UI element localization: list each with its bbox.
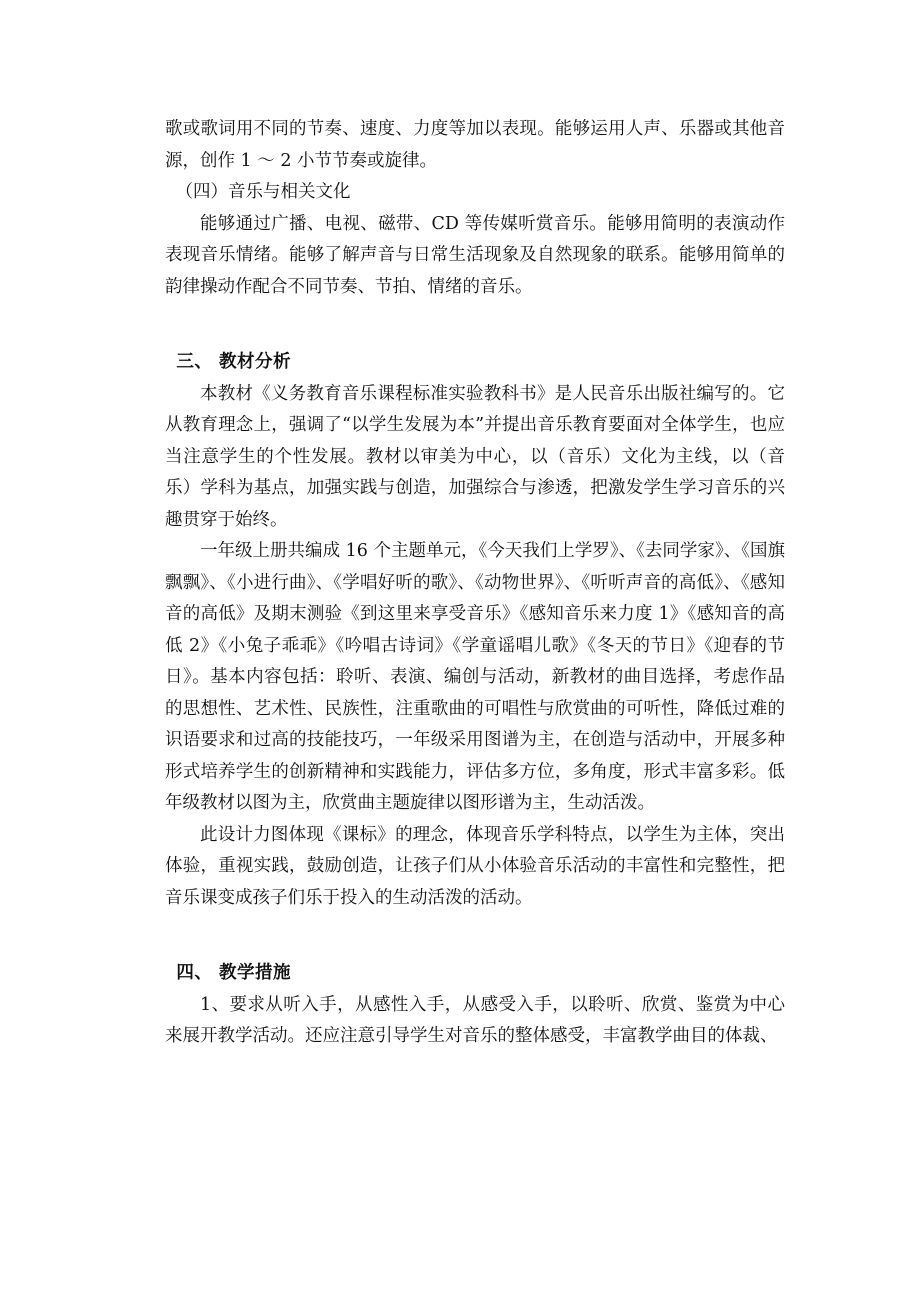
paragraph-continuation: 歌或歌词用不同的节奏、速度、力度等加以表现。能够运用人声、乐器或其他音源，创作 1 ～ 2 小节节奏或旋律。 bbox=[165, 119, 785, 171]
paragraph: 一年级上册共编成 16 个主题单元，《今天我们上学罗》、《去同学家》、《国旗飘飘》、《小进行曲》、《学唱好听的歌》、《动物世界》、《听听声音的高低》、《感知音的高低》及期末测验《到这里来享受音乐》《感知音乐来力度 1》《感知音的高低 2》《小兔子乖乖》《吟唱古诗词》《学童谣唱儿歌》《冬天的节日》《迎春的节日》。基本内容包括：聆听、表演、编创与活动，新教材的曲目选择，考虑作品的思想性、艺术性、民族性，注重歌曲的可唱性与欣赏曲的可听性，降低过难的识语要求和过高的技能技巧，一年级采用图谱为主，在创造与活动中，开展多种形式培养学生的创新精神和实践能力，评估多方位，多角度，形式丰富多彩。低年级教材以图为主，欣赏曲主题旋律以图形谱为主，生动活泼。 bbox=[165, 541, 785, 813]
paragraph: 能够通过广播、电视、磁带、CD 等传媒听赏音乐。能够用简明的表演动作表现音乐情绪。能够了解声音与日常生活现象及自然现象的联系。能够用简单的韵律操动作配合不同节奏、节拍、情绪的音乐。 bbox=[165, 213, 785, 297]
document-body bbox=[165, 114, 785, 1053]
section-heading: 三、 教材分析 bbox=[176, 352, 291, 372]
paragraph: 此设计力图体现《课标》的理念，体现音乐学科特点，以学生为主体，突出体验，重视实践，鼓励创造，让孩子们从小体验音乐活动的丰富性和完整性，把音乐课变成孩子们乐于投入的生动活泼的活动。 bbox=[165, 824, 785, 908]
paragraph: 本教材《义务教育音乐课程标准实验教科书》是人民音乐出版社编写的。它从教育理念上，强调了“以学生发展为本”并提出音乐教育要面对全体学生，也应当注意学生的个性发展。教材以审美为中心，以（音乐）文化为主线，以（音乐）学科为基点，加强实践与创造，加强综合与渗透，把激发学生学习音乐的兴趣贯穿于始终。 bbox=[165, 383, 785, 530]
paragraph: 1、要求从听入手，从感性入手，从感受入手，以聆听、欣赏、鉴赏为中心来展开教学活动。还应注意引导学生对音乐的整体感受，丰富教学曲目的体裁、 bbox=[165, 994, 785, 1046]
spacer bbox=[165, 303, 785, 347]
subsection-title: （四）音乐与相关文化 bbox=[175, 182, 351, 202]
section-heading: 四、 教学措施 bbox=[176, 963, 291, 983]
spacer bbox=[165, 914, 785, 958]
